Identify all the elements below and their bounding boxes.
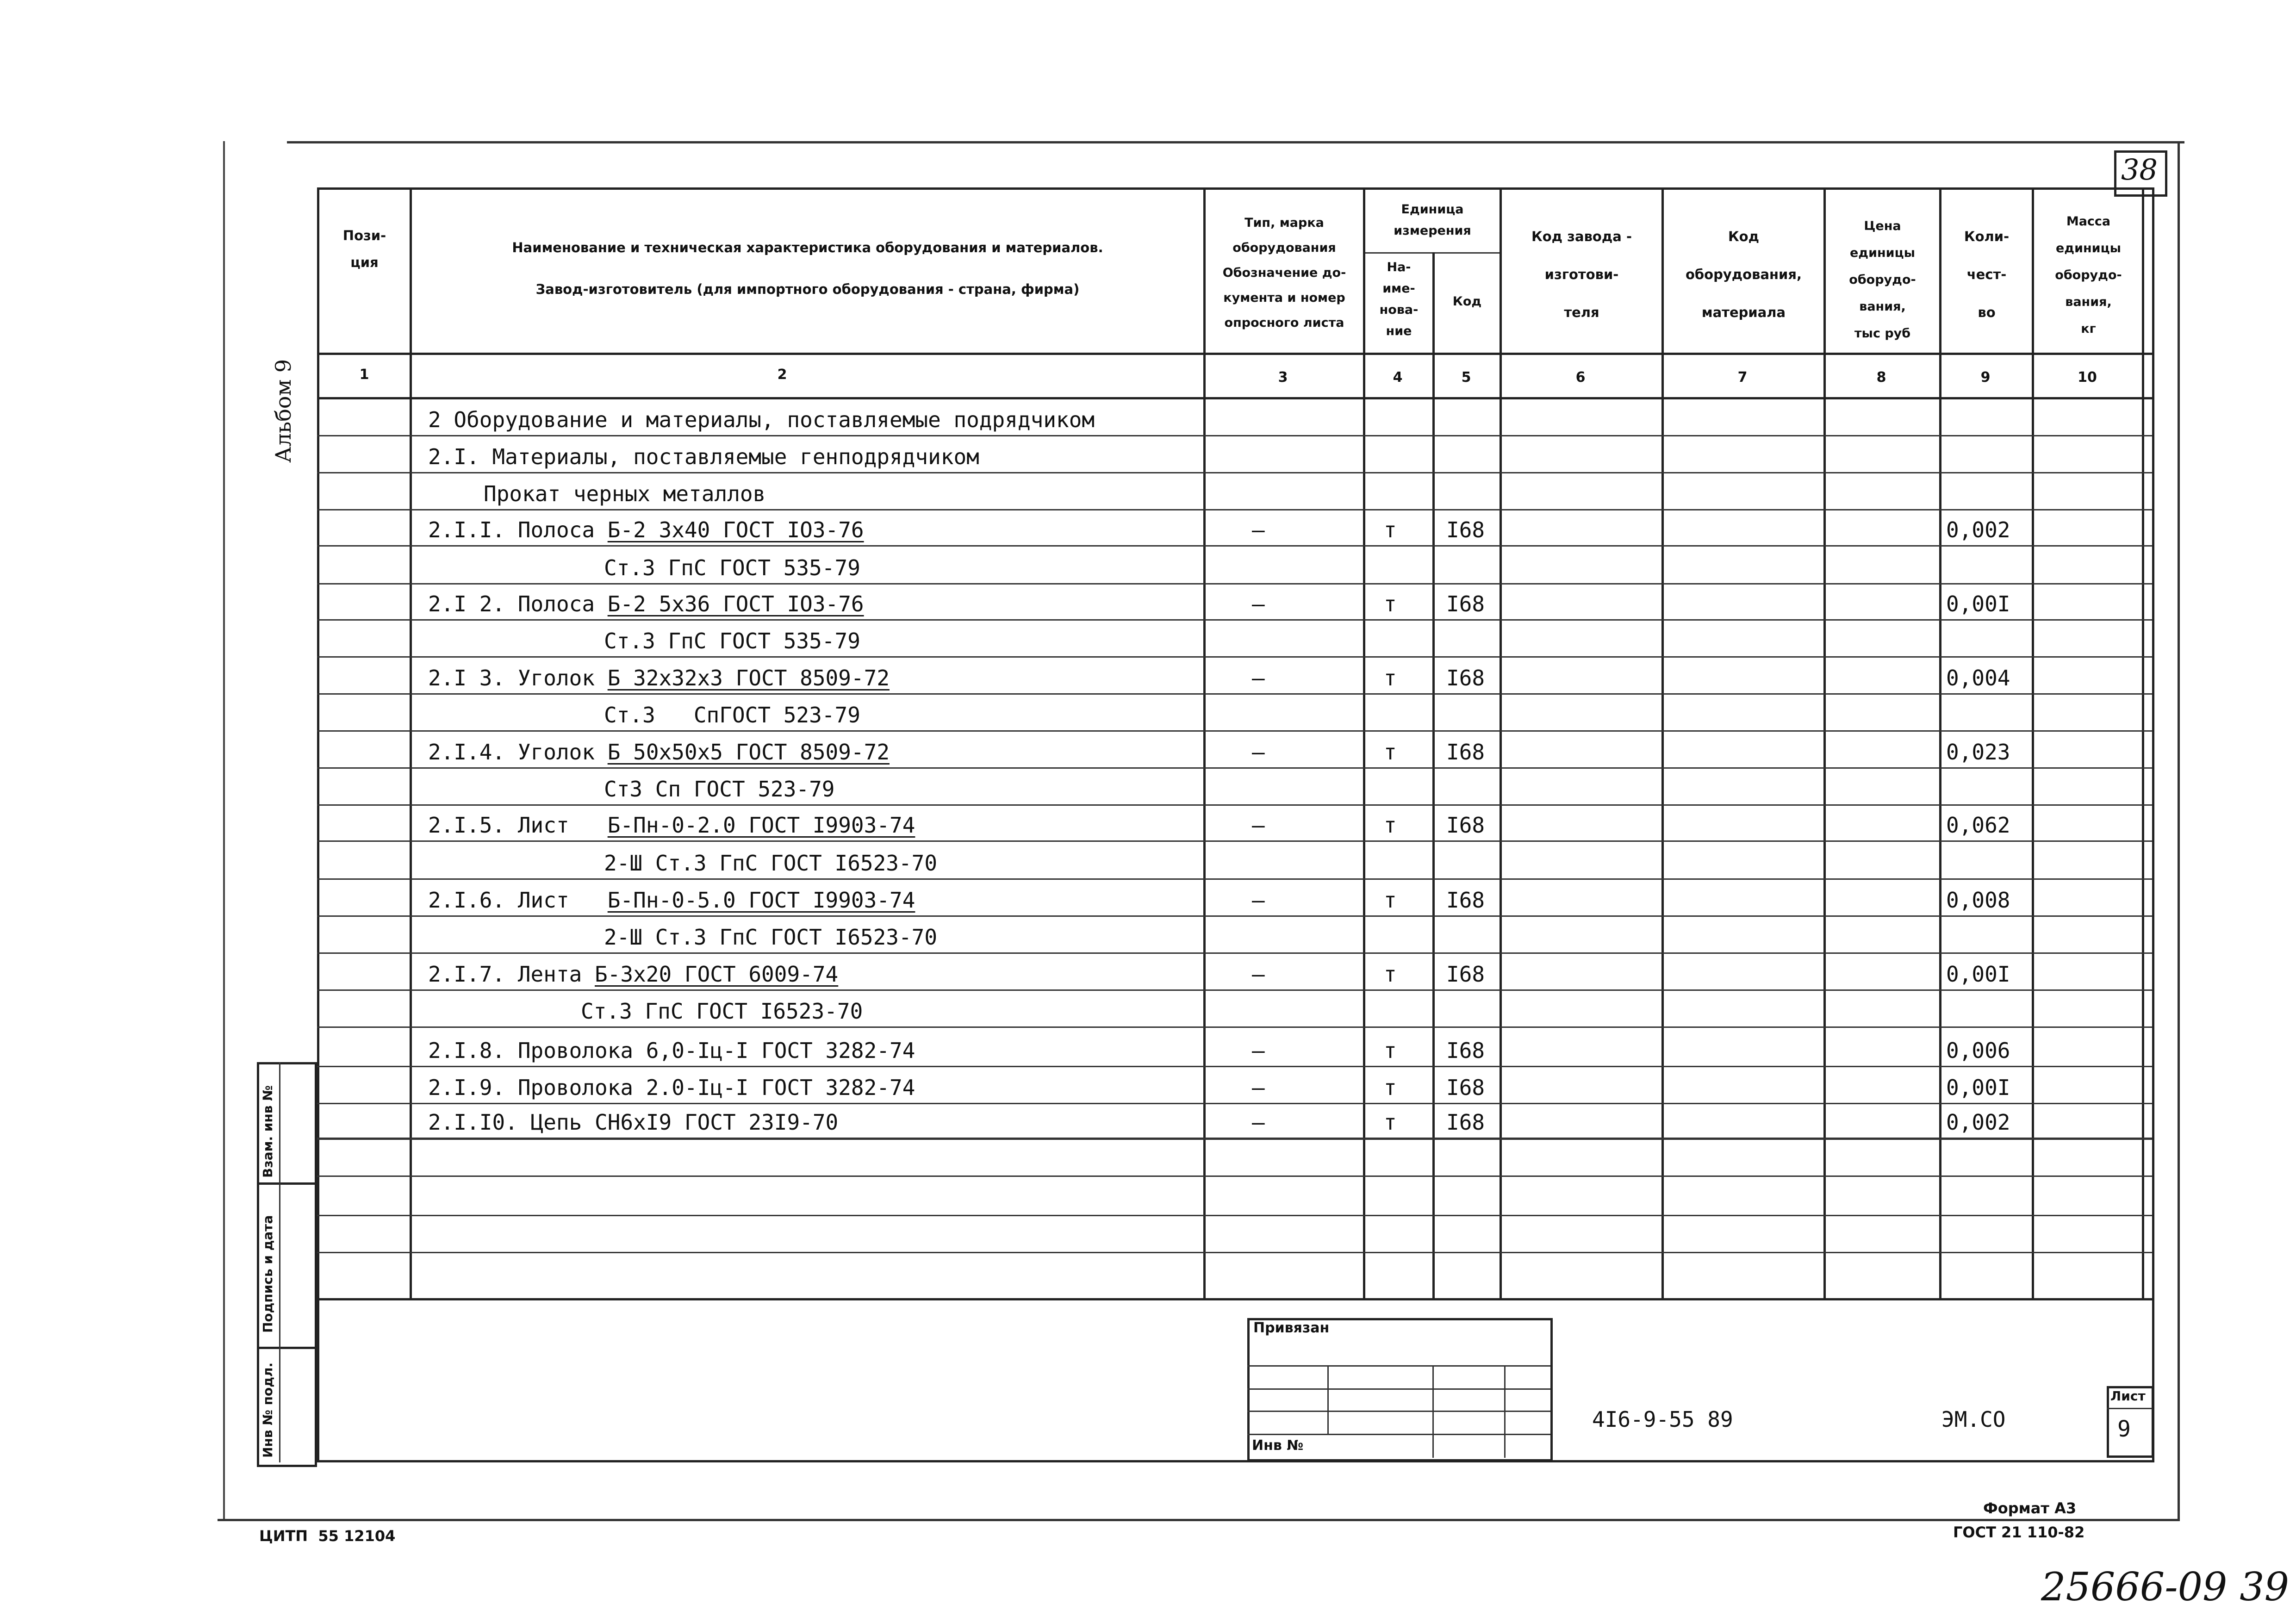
colnum-4: 4 — [1393, 369, 1403, 386]
row-type-dash: – — [1252, 888, 1265, 913]
row-unit: т — [1384, 813, 1397, 838]
row-line — [317, 583, 2152, 585]
col-line-3 — [1363, 187, 1365, 1298]
row-quantity: 0,00I — [1946, 591, 2010, 616]
colnum-bottom-line — [317, 397, 2152, 399]
row-quantity: 0,008 — [1946, 888, 2010, 913]
row-name-prefix: 2.I.I. Полоса — [428, 517, 608, 542]
row-unit: т — [1384, 1075, 1397, 1100]
row-unit-code: I68 — [1446, 962, 1485, 987]
row-quantity: 0,004 — [1946, 665, 2010, 690]
empty-row-line — [317, 1215, 2152, 1216]
header-type: Тип, марка оборудования Обозначение до- кумента и номер опросного листа — [1222, 216, 1346, 330]
bound-vline-1 — [1327, 1365, 1329, 1435]
row-unit-code: I68 — [1446, 665, 1485, 690]
row-name: Ст.3 ГпС ГОСТ 535-79 — [604, 628, 860, 653]
page-number-top: 38 — [2121, 153, 2158, 187]
row-quantity: 0,002 — [1946, 517, 2010, 542]
colnum-10: 10 — [2078, 369, 2097, 386]
doc-code: ЭМ.СО — [1941, 1407, 2006, 1432]
col-line-7 — [1823, 187, 1826, 1298]
footer-handwritten: 25666-09 39 — [2041, 1564, 2290, 1610]
row-name-spec: Б 32х32х3 ГОСТ 8509-72 — [607, 665, 890, 690]
row-name-prefix: 2.I.6. Лист — [428, 888, 608, 913]
row-name: Ст.3 СпГОСТ 523-79 — [604, 703, 860, 728]
row-line — [317, 730, 2152, 732]
row-unit: т — [1384, 665, 1397, 690]
row-name — [428, 740, 890, 765]
row-unit-code: I68 — [1446, 517, 1485, 542]
row-name-spec: Б-Пн-0-5.0 ГОСТ I9903-74 — [607, 888, 915, 913]
sheet-box-line — [2107, 1408, 2152, 1409]
row-line — [317, 878, 2152, 880]
row-name: 2-Ш Ст.3 ГпС ГОСТ I6523-70 — [604, 925, 938, 950]
row-name-prefix: 2.I 3. Уголок — [428, 665, 608, 690]
side-stamp-div-1 — [257, 1182, 317, 1185]
col-line-8 — [1939, 187, 1941, 1298]
header-equipment-code: Код оборудования, материала — [1685, 229, 1802, 320]
row-name: 2-Ш Ст.3 ГпС ГОСТ I6523-70 — [604, 851, 938, 876]
colnum-9: 9 — [1980, 369, 1991, 386]
row-line — [317, 1026, 2152, 1028]
header-name: Наименование и техническая характеристика оборудования и материалов. Завод-изготовитель (для импортного оборудования - страна, фирма) — [512, 240, 1103, 297]
row-type-dash: – — [1252, 1075, 1265, 1100]
row-name — [428, 665, 890, 690]
row-quantity: 0,062 — [1946, 813, 2010, 838]
row-line — [317, 989, 2152, 991]
row-line — [317, 545, 2152, 547]
header-position: Пози- ция — [342, 228, 386, 270]
sheet-number: 9 — [2117, 1416, 2131, 1442]
row-line — [317, 840, 2152, 842]
row-line — [317, 435, 2152, 436]
row-unit-code: I68 — [1446, 591, 1485, 616]
side-stamp-replacement: Взам. инв № — [260, 1085, 275, 1178]
row-name-prefix: 2.I.7. Лента — [428, 962, 595, 987]
row-unit-code: I68 — [1446, 813, 1485, 838]
outer-frame-bottom — [218, 1519, 2180, 1521]
row-name: Ст.3 ГпС ГОСТ I6523-70 — [581, 999, 863, 1024]
row-type-dash: – — [1252, 665, 1265, 690]
row-line — [317, 767, 2152, 769]
row-type-dash: – — [1252, 1110, 1265, 1135]
row-unit-code: I68 — [1446, 1038, 1485, 1063]
row-unit: т — [1384, 591, 1397, 616]
outer-frame-top — [287, 141, 2184, 143]
row-line — [317, 509, 2152, 510]
row-unit: т — [1384, 517, 1397, 542]
row-unit: т — [1384, 888, 1397, 913]
row-name: 2.I.9. Проволока 2.0-Iц-I ГОСТ 3282-74 — [428, 1075, 915, 1100]
colnum-8: 8 — [1876, 369, 1886, 386]
header-price: Цена единицы оборудо- вания, тыс руб — [1849, 219, 1916, 341]
empty-row-line — [317, 1175, 2152, 1177]
row-line — [317, 472, 2152, 473]
row-line — [317, 656, 2152, 658]
row-name: 2.I.I0. Цепь СН6хI9 ГОСТ 23I9-70 — [428, 1110, 839, 1135]
colnum-3: 3 — [1278, 369, 1288, 386]
row-type-dash: – — [1252, 962, 1265, 987]
album-label: Альбом 9 — [271, 359, 296, 463]
col-line-1 — [410, 187, 412, 1298]
row-name — [428, 591, 864, 616]
row-unit: т — [1384, 740, 1397, 765]
row-name — [428, 517, 864, 542]
row-type-dash: – — [1252, 740, 1265, 765]
row-name: Прокат черных металлов — [484, 481, 766, 506]
row-line — [317, 619, 2152, 621]
row-unit-code: I68 — [1446, 888, 1485, 913]
side-stamp-div-2 — [257, 1347, 317, 1349]
row-name-spec: Б-2 5х36 ГОСТ IO3-76 — [607, 591, 864, 616]
row-name: 2 Оборудование и материалы, поставляемые подрядчиком — [428, 407, 1095, 432]
title-block-top — [317, 1298, 2152, 1300]
bound-vline-3 — [1504, 1365, 1506, 1458]
row-type-dash: – — [1252, 1038, 1265, 1063]
side-stamp-inner-line — [279, 1062, 280, 1462]
col-line-10 — [2142, 187, 2144, 1298]
row-quantity: 0,006 — [1946, 1038, 2010, 1063]
row-quantity: 0,00I — [1946, 962, 2010, 987]
row-name-spec: Б-2 3х40 ГОСТ IO3-76 — [607, 517, 864, 542]
row-name-prefix: 2.I 2. Полоса — [428, 591, 608, 616]
row-name — [428, 962, 838, 987]
row-name: Ст.3 ГпС ГОСТ 535-79 — [604, 555, 860, 580]
doc-number: 4I6-9-55 89 — [1592, 1407, 1733, 1432]
row-name-spec: Б-3х20 ГОСТ 6009-74 — [595, 962, 839, 987]
row-line — [317, 1066, 2152, 1067]
outer-frame-right — [2178, 141, 2180, 1520]
header-unit-code: Код — [1452, 294, 1482, 309]
row-quantity: 0,023 — [1946, 740, 2010, 765]
inv-label: Инв № — [1252, 1437, 1304, 1454]
row-line — [317, 915, 2152, 917]
empty-row-line — [317, 1138, 2152, 1140]
row-line — [317, 693, 2152, 695]
colnum-7: 7 — [1737, 369, 1748, 386]
row-name — [428, 888, 915, 913]
colnum-2: 2 — [777, 367, 787, 383]
header-unit-name: На- име- нова- ние — [1379, 260, 1419, 338]
row-type-dash: – — [1252, 517, 1265, 542]
col-line-5 — [1500, 187, 1502, 1298]
footer-gost: ГОСТ 21 110-82 — [1953, 1524, 2085, 1541]
header-bottom-line — [317, 353, 2152, 355]
colnum-5: 5 — [1461, 369, 1471, 386]
side-stamp-signature: Подпись и дата — [260, 1215, 275, 1333]
row-quantity: 0,00I — [1946, 1075, 2010, 1100]
side-stamp-inventory: Инв № подл. — [260, 1362, 275, 1458]
colnum-6: 6 — [1575, 369, 1586, 386]
row-name: 2.I.8. Проволока 6,0-Iц-I ГОСТ 3282-74 — [428, 1038, 915, 1063]
row-quantity: 0,002 — [1946, 1110, 2010, 1135]
row-type-dash: – — [1252, 591, 1265, 616]
row-line — [317, 1103, 2152, 1104]
row-name-spec: Б-Пн-0-2.0 ГОСТ I9903-74 — [607, 813, 915, 838]
row-name-spec: Б 50х50х5 ГОСТ 8509-72 — [607, 740, 890, 765]
colnum-1: 1 — [359, 367, 369, 383]
row-unit: т — [1384, 1038, 1397, 1063]
row-line — [317, 804, 2152, 806]
bound-vline-2 — [1432, 1365, 1434, 1458]
bound-label: Привязан — [1253, 1320, 1330, 1336]
row-unit-code: I68 — [1446, 1110, 1485, 1135]
row-name: Ст3 Сп ГОСТ 523-79 — [604, 777, 835, 802]
col-line-2 — [1203, 187, 1206, 1298]
row-unit-code: I68 — [1446, 740, 1485, 765]
col-line-9 — [2032, 187, 2034, 1298]
outer-frame-left — [223, 141, 225, 1520]
header-quantity: Коли- чест- во — [1964, 229, 2010, 320]
sheet-label: Лист — [2110, 1388, 2146, 1404]
col-line-6 — [1661, 187, 1664, 1298]
row-unit: т — [1384, 1110, 1397, 1135]
row-name-prefix: 2.I.4. Уголок — [428, 740, 608, 765]
row-unit-code: I68 — [1446, 1075, 1485, 1100]
empty-row-line — [317, 1252, 2152, 1253]
row-type-dash: – — [1252, 813, 1265, 838]
header-unit-title: Единица измерения — [1394, 202, 1471, 238]
row-name: 2.I. Материалы, поставляемые генподрядчиком — [428, 444, 979, 469]
footer-format: Формат А3 — [1983, 1499, 2077, 1517]
header-mass: Масса единицы оборудо- вания, кг — [2055, 214, 2122, 336]
row-unit: т — [1384, 962, 1397, 987]
row-name-prefix: 2.I.5. Лист — [428, 813, 608, 838]
footer-cipp: ЦИТП 55 12104 — [259, 1527, 396, 1545]
row-name — [428, 813, 915, 838]
col-line-4 — [1432, 252, 1435, 1298]
row-line — [317, 952, 2152, 954]
header-factory-code: Код завода - изготови- теля — [1531, 229, 1632, 320]
